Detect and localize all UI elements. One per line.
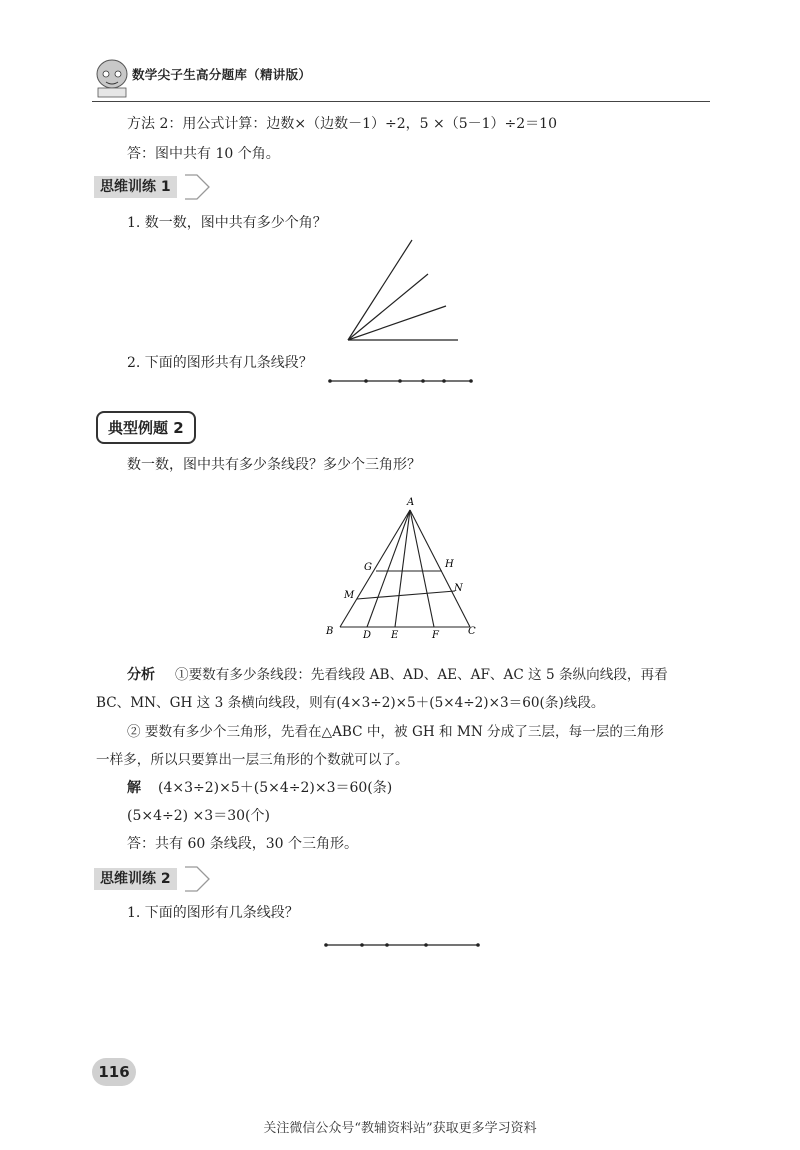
label-M: M (344, 590, 355, 601)
segment-point (328, 379, 332, 383)
segment-figure-2 (320, 938, 485, 952)
header-divider (92, 101, 710, 102)
page-number: 116 (92, 1058, 136, 1086)
solution-line-1: (4×3÷2)×5＋(5×4÷2)×3＝60(条) (158, 780, 393, 796)
label-E: E (391, 630, 399, 641)
arrow-tag-icon (185, 174, 211, 202)
question-1: 1. 数一数，图中共有多少个角？ (127, 215, 327, 231)
answer1-line: 答：图中共有 10 个角。 (127, 146, 280, 162)
answer2-line: 答：共有 60 条线段，30 个三角形。 (127, 836, 358, 852)
label-H: H (445, 559, 454, 570)
analysis-line-4: 一样多，所以只要算出一层三角形的个数就可以了。 (96, 752, 409, 768)
training1-tag (94, 176, 177, 196)
label-A: A (407, 497, 415, 508)
segment-point (398, 379, 402, 383)
solution-line-2: (5×4÷2) ×3＝30(个) (127, 808, 270, 824)
segment-point (469, 379, 473, 383)
angle-figure (330, 230, 480, 350)
angle-ray-4 (348, 240, 412, 340)
question-3: 1. 下面的图形有几条线段？ (127, 905, 299, 921)
segment-point (385, 943, 389, 947)
mascot-icon (92, 52, 132, 100)
label-C: C (468, 626, 476, 637)
analysis-line-2: BC、MN、GH 这 3 条横向线段，则有(4×3÷2)×5＋(5×4÷2)×3＝60(条)线段。 (96, 695, 605, 711)
segment-point (360, 943, 364, 947)
angle-ray-2 (348, 306, 446, 340)
triangle-figure (320, 492, 490, 642)
footer-note: 关注微信公众号“教辅资料站”获取更多学习资料 (263, 1121, 537, 1136)
segment-point (364, 379, 368, 383)
solution-label: 解 (127, 780, 141, 796)
label-N: N (454, 583, 463, 594)
label-G: G (364, 562, 372, 573)
example2-title: 典型例题 2 (96, 411, 196, 444)
training2-tag (94, 868, 177, 888)
arrow-tag-icon (185, 866, 211, 894)
analysis-line-1: ①要数有多少条线段：先看线段 AB、AD、AE、AF、AC 这 5 条纵向线段，再看 (175, 667, 668, 683)
label-D: D (363, 630, 372, 641)
label-F: F (432, 630, 439, 641)
segment-point (324, 943, 328, 947)
method2-line: 方法 2：用公式计算：边数×（边数－1）÷2，5 ×（5－1）÷2＝10 (127, 116, 557, 132)
angle-ray-3 (348, 274, 428, 340)
segment-point (421, 379, 425, 383)
header-title: 数学尖子生高分题库（精讲版） (132, 67, 312, 82)
page-header (92, 52, 332, 100)
question-2: 2. 下面的图形共有几条线段？ (127, 355, 313, 371)
segment-point (424, 943, 428, 947)
segment-point (442, 379, 446, 383)
training1-label: 思维训练 1 (94, 176, 177, 198)
example2-question: 数一数，图中共有多少条线段？多少个三角形？ (127, 457, 421, 473)
analysis-line-3: ② 要数有多少个三角形，先看在△ABC 中，被 GH 和 MN 分成了三层，每一层的三角形 (127, 724, 664, 740)
segment-figure-1 (325, 374, 480, 388)
label-B: B (326, 626, 334, 637)
analysis-label: 分析 (127, 667, 155, 683)
segment-point (476, 943, 480, 947)
training2-label: 思维训练 2 (94, 868, 177, 890)
